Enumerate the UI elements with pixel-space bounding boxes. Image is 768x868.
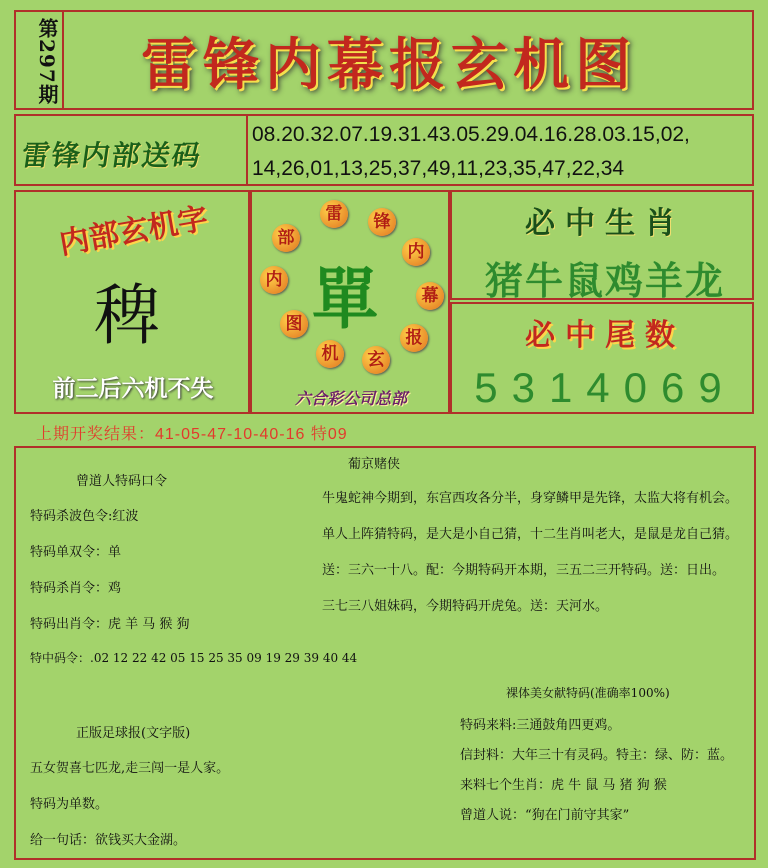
beauty-line-1: 特码来料:三通鼓角四更鸡。 xyxy=(460,718,621,733)
beauty-line-4: 曾道人说：“狗在门前守其家” xyxy=(460,808,630,823)
tail-label: 必中尾数 xyxy=(525,318,685,353)
mystery-character: 稗 xyxy=(94,277,160,354)
beauty-heading: 裸体美女献特码(准确率100%) xyxy=(506,686,670,700)
ring-char-7: 机 xyxy=(316,340,344,368)
left-line-1: 特码杀波色令:红波 xyxy=(30,509,139,524)
inside-code-numbers xyxy=(252,118,742,186)
last-result: 上期开奖结果：41-05-47-10-40-16 特09 xyxy=(36,426,348,443)
beauty-line-2: 信封料：大年三十有灵码。特主：绿、防：蓝。 xyxy=(460,748,734,763)
issue-divider xyxy=(62,10,64,110)
page-title: 雷锋内幕报玄机图 xyxy=(141,32,637,98)
ring-char-2: 锋 xyxy=(368,208,396,236)
football-line-3: 给一句话：欲钱买大金湖。 xyxy=(30,833,187,848)
inside-code-label: 雷锋内部送码 xyxy=(19,139,205,172)
mystery-label-text: 内部玄机字 xyxy=(56,201,211,262)
right-line-1: 牛鬼蛇神今期到，东宫西攻各分半，身穿鳞甲是先锋，太监大将有机会。 xyxy=(322,491,739,506)
ring-char-10: 部 xyxy=(272,224,300,252)
ring-char-4: 幕 xyxy=(416,282,444,310)
left-line-4: 特码出肖令：虎 羊 马 猴 狗 xyxy=(30,617,190,632)
issue-number: 第297期 xyxy=(35,17,59,105)
inside-code-line-2: 14,26,01,13,25,37,49,11,23,35,47,22,34 xyxy=(252,157,625,180)
right-line-4: 三七三八姐妹码，今期特码开虎兔。送：天河水。 xyxy=(322,599,609,614)
left-line-5: 特中码令：.02 12 22 42 05 15 25 35 09 19 29 39 40 44 xyxy=(30,651,358,665)
ring-char-6: 玄 xyxy=(362,346,390,374)
center-footer: 六合彩公司总部 xyxy=(294,389,407,408)
ring-char-3: 内 xyxy=(402,238,430,266)
ring-char-1: 雷 xyxy=(320,200,348,228)
mystery-phrase: 前三后六机不失 xyxy=(52,375,214,402)
left-line-2: 特码单双令：单 xyxy=(30,545,122,560)
zodiac-label: 必中生肖 xyxy=(525,206,685,241)
zodiac-value: 猪牛鼠鸡羊龙 xyxy=(484,258,725,303)
football-line-1: 五女贺喜七匹龙,走三闯一是人家。 xyxy=(30,761,230,776)
ring-char-9: 内 xyxy=(260,266,288,294)
right-line-3: 送：三六一十八。配：今期特码开本期，三五二三开特码。送：日出。 xyxy=(322,563,726,578)
tail-value: 5314069 xyxy=(474,364,736,411)
ring-char-8: 图 xyxy=(280,310,308,338)
inside-code-line-1: 08.20.32.07.19.31.43.05.29.04.16.28.03.15,02, xyxy=(252,123,690,146)
inside-code-divider xyxy=(246,114,248,186)
right-heading: 葡京赌侠 xyxy=(348,457,401,472)
football-heading: 正版足球报(文字版) xyxy=(76,726,191,741)
right-line-2: 单人上阵猜特码，是大是小自己猜，十二生肖叫老大，是鼠是龙自己猜。 xyxy=(322,527,739,542)
football-line-2: 特码为单数。 xyxy=(30,797,109,812)
ring-char-5: 报 xyxy=(400,324,428,352)
beauty-line-3: 来料七个生肖：虎 牛 鼠 马 猪 狗 猴 xyxy=(460,778,667,793)
left-heading: 曾道人特码口令 xyxy=(76,474,168,489)
left-line-3: 特码杀肖令：鸡 xyxy=(30,581,122,596)
center-character: 單 xyxy=(312,260,378,338)
